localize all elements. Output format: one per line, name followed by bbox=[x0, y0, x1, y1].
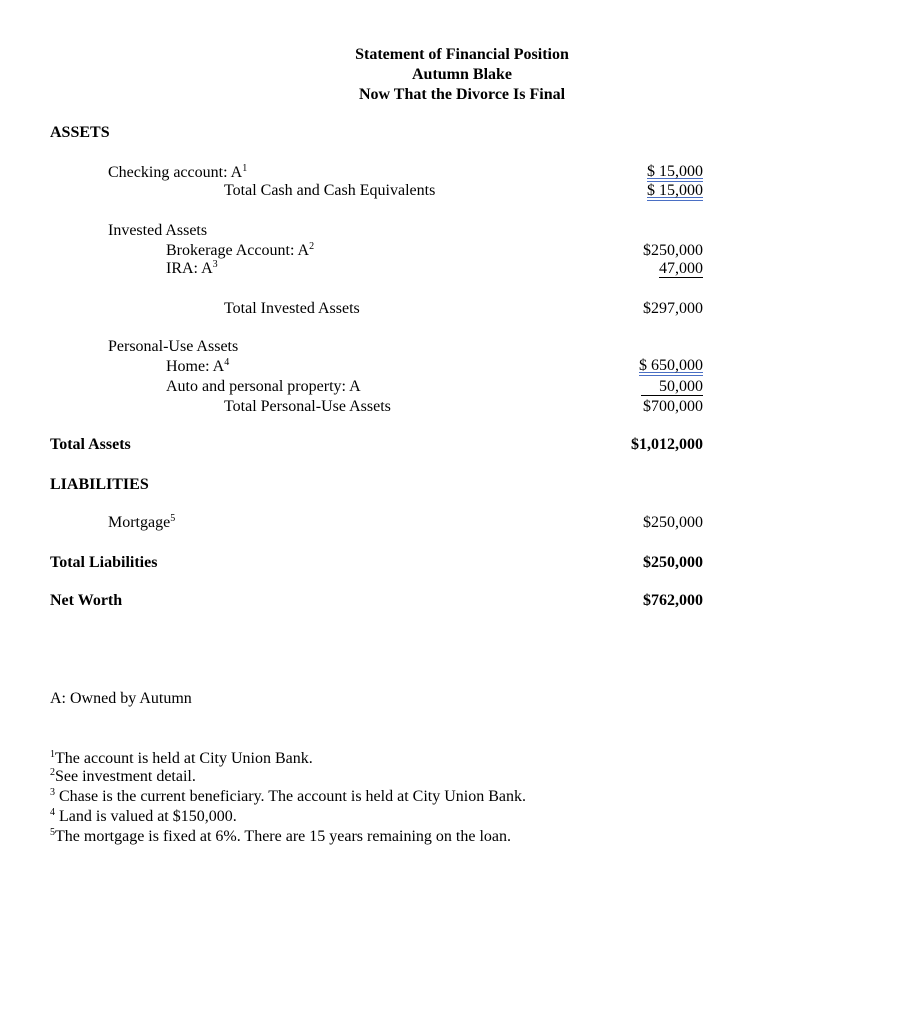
client-name: Autumn Blake bbox=[411, 66, 513, 83]
footnote-3: $^3$ Chase is the current beneficiary. The account is held at City Union Bank. bbox=[50, 787, 526, 805]
statement-subtitle: Now That the Divorce Is Final bbox=[358, 86, 566, 103]
total-personal-amount: $700,000 bbox=[643, 398, 703, 415]
ira-label: IRA: $A^3$ bbox=[166, 259, 218, 277]
total-cash-label: Total Cash and Cash Equivalents bbox=[224, 182, 436, 199]
footnote-ref: 5 bbox=[170, 513, 176, 524]
total-personal-label: Total Personal-Use Assets bbox=[224, 398, 391, 415]
footnote-2: $^2$See investment detail. bbox=[50, 767, 196, 785]
invested-assets-heading: Invested Assets bbox=[108, 222, 208, 239]
auto-property-amount: 50,000 bbox=[641, 378, 703, 396]
home-label: Home: $A^4$ bbox=[166, 357, 230, 375]
assets-heading: ASSETS bbox=[50, 124, 110, 141]
statement-title: Statement of Financial Position bbox=[355, 46, 569, 63]
footnote-ref: 4 bbox=[224, 357, 230, 368]
brokerage-account-label: Brokerage Account: $A^2$ bbox=[166, 241, 315, 259]
footnote-ref: 2 bbox=[309, 241, 315, 252]
footnote-ref: 3 bbox=[212, 259, 218, 270]
total-cash-amount: $ 15,000 bbox=[647, 182, 703, 199]
checking-account-label: Checking account: $A^1$ bbox=[108, 163, 248, 181]
footnote-4: $^4$ Land is valued at $150,000. bbox=[50, 807, 237, 825]
ownership-legend: A: Owned by Autumn bbox=[50, 690, 192, 707]
footnote-ref: 1 bbox=[242, 163, 248, 174]
total-assets-label: Total Assets bbox=[50, 436, 131, 453]
liabilities-heading: LIABILITIES bbox=[50, 476, 149, 493]
total-invested-amount: $297,000 bbox=[643, 300, 703, 317]
checking-account-amount: $ 15,000 bbox=[647, 163, 703, 180]
brokerage-account-amount: $250,000 bbox=[643, 242, 703, 259]
ira-amount: 47,000 bbox=[659, 260, 703, 277]
footnote-5: $^5$The mortgage is fixed at 6%. There are 15 years remaining on the loan. bbox=[50, 827, 511, 845]
total-liabilities-amount: $250,000 bbox=[643, 554, 703, 571]
home-amount: $ 650,000 bbox=[639, 357, 703, 374]
mortgage-amount: $250,000 bbox=[643, 514, 703, 531]
mortgage-label: Mortgage$^5$ bbox=[108, 513, 176, 531]
footnote-1: $^1$The account is held at City Union Bank. bbox=[50, 749, 313, 767]
total-assets-amount: $1,012,000 bbox=[631, 436, 703, 453]
net-worth-label: Net Worth bbox=[50, 592, 123, 609]
total-liabilities-label: Total Liabilities bbox=[50, 554, 158, 571]
total-invested-label: Total Invested Assets bbox=[224, 300, 360, 317]
auto-property-label: Auto and personal property: A bbox=[166, 378, 361, 395]
net-worth-amount: $762,000 bbox=[643, 592, 703, 609]
personal-use-heading: Personal-Use Assets bbox=[108, 338, 239, 355]
